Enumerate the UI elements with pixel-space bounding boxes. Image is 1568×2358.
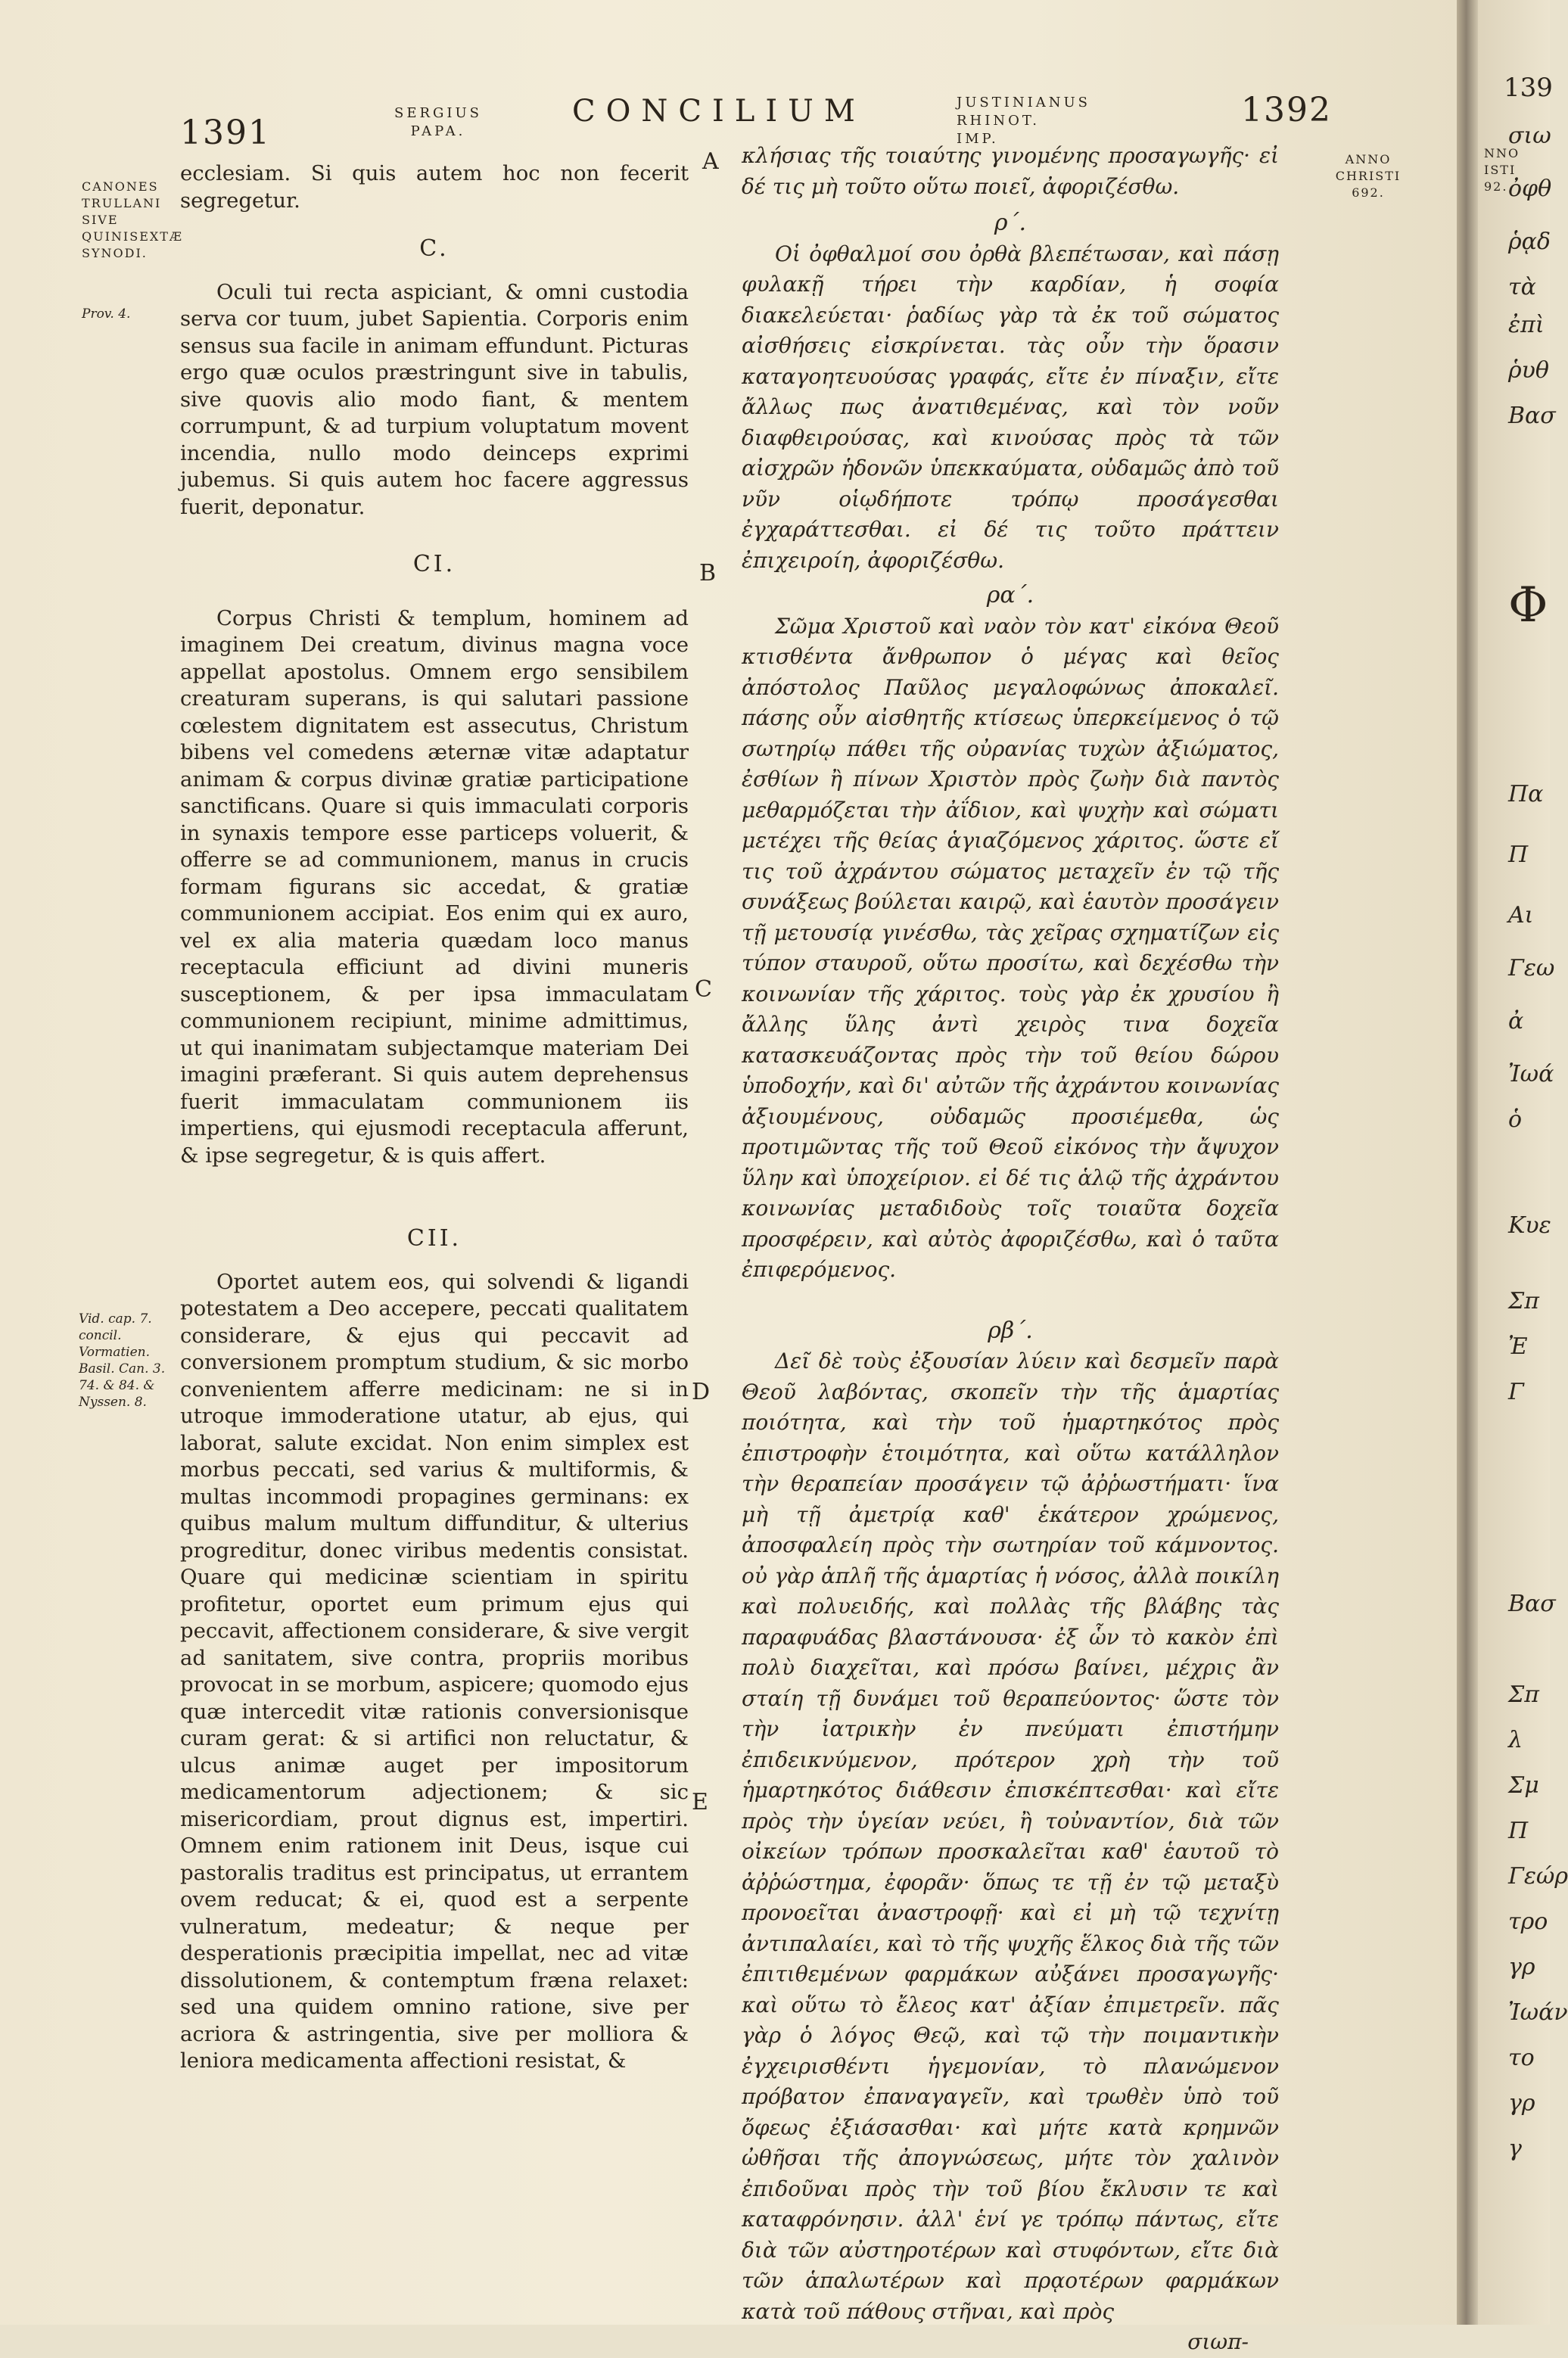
next-page-fragment: γ	[1508, 2136, 1522, 2162]
section-letter-b: B	[699, 560, 717, 586]
greek-canon-101: Σῶμα Χριστοῦ καὶ ναὸν τὸν κατ' εἰκόνα Θεοῦ κτισθέντα ἄνθρωπον ὁ μέγας καὶ θεῖος ἀπόστολος Παῦλος μεγαλοφώνως ἀποκαλεῖ. πάσης οὖν αἰσθητῆς κτίσεως ὑπερκείμενος ὁ τῷ σωτηρίῳ πάθει τῆς οὐρανίας τυχὼν ἀξιώματος, ἐσθίων ἢ πίνων Χριστὸν πρὸς ζωὴν διὰ παντὸς μεθαρμόζεται τὴν ἀΐδιον, καὶ ψυχὴν καὶ σώματι μετέχει τῆς θείας ἁγιαζόμενος χάριτος. ὥστε εἴ τις τοῦ ἀχράντου σώματος μεταχεῖν ἐν τῷ τῆς συνάξεως βούλεται καιρῷ, καὶ ἑαυτὸν προσάγειν τῇ μετουσίᾳ γινέσθω, τὰς χεῖρας σχηματίζων εἰς τύπον σταυροῦ, οὕτω προσίτω, καὶ δεχέσθω τὴν κοινωνίαν τῆς χάριτος. τοὺς γὰρ ἐκ χρυσίου ἢ ἄλλης ὕλης ἀντὶ χειρὸς τινα δοχεῖα κατασκευάζοντας πρὸς τὴν τοῦ θείου δώρου ὑποδοχήν, καὶ δι' αὐτῶν τῆς ἀχράντου κοινωνίας ἀξιουμένους, οὐδαμῶς προσιέμεθα, ὡς προτιμῶντας τῆς τοῦ Θεοῦ εἰκόνος τὴν ἄψυχον ὕλην καὶ ὑποχείριον. εἰ δέ τις ἁλῷ τῆς ἀχράντου κοινωνίας μεταδιδοὺς τοῖς τοιαῦτα δοχεῖα προσφέρειν, καὶ αὐτὸς ἀφοριζέσθω, καὶ ὁ ταῦτα ἐπιφερόμενος.	[742, 613, 1279, 1282]
margin-note-canones: CANONES TRULLANI SIVE QUINISEXTÆ SYNODI.	[82, 179, 183, 260]
greek-number-101: ρα΄.	[986, 582, 1034, 608]
next-page-fragment: ἀ	[1508, 1008, 1524, 1034]
next-page-fragment: Φ	[1508, 577, 1548, 633]
next-page-fragment: γρ	[1508, 1954, 1535, 1980]
left-page-number: 1391	[180, 114, 271, 152]
next-page-fragment: ὁ	[1508, 1106, 1523, 1133]
running-head-sergius: SERGIUS PAPA.	[394, 105, 482, 139]
next-page-fragment: σιω	[1508, 123, 1551, 149]
next-page-note: NNO ISTI 92.	[1484, 146, 1520, 194]
next-page-fragment: Ἰωάν	[1508, 1999, 1568, 2026]
greek-catchword: σιωπ-	[1187, 2329, 1249, 2354]
next-page-fragment: Βασ	[1508, 1591, 1556, 1617]
greek-column	[742, 141, 1279, 2358]
latin-heading-ci: CI.	[412, 551, 456, 577]
next-page-fragment: Ἰωά	[1508, 1061, 1554, 1087]
next-page-fragment: Γεώρ	[1508, 1863, 1568, 1890]
latin-canon-c: Oculi tui recta aspiciant, & omni custodia serva cor tuum, jubet Sapientia. Corporis enim sensus sua facile in animam effundunt. Picturas ergo quæ oculos præstringunt sive in tabulis, sive quovis alio modo fiant, & mentem corrumpunt, & ad turpium voluptatum movent incendia, nullo modo deinceps exprimi jubemus. Si quis autem hoc facere aggressus fuerit, deponatur.	[180, 279, 689, 519]
latin-column	[180, 160, 689, 2075]
latin-heading-cii: CII.	[406, 1225, 462, 1252]
running-title: CONCILIUM	[572, 94, 866, 129]
latin-heading-c: C.	[419, 235, 450, 262]
next-page-fragment: ῥᾳδ	[1508, 229, 1551, 255]
running-head-justinianus: JUSTINIANUS RHINOT. IMP.	[957, 95, 1090, 147]
greek-number-102: ρβ΄.	[988, 1317, 1033, 1344]
next-page-fragment: Βασ	[1508, 403, 1556, 429]
next-page-fragment: ὀφθ	[1508, 176, 1552, 202]
section-letter-d: D	[692, 1379, 711, 1405]
next-page-fragment: Π	[1508, 841, 1529, 868]
section-letter-e: E	[692, 1789, 708, 1815]
greek-canon-100: Οἱ ὀφθαλμοί σου ὀρθὰ βλεπέτωσαν, καὶ πάσῃ φυλακῇ τήρει τὴν καρδίαν, ἡ σοφία διακελεύεται· ῥαδίως γὰρ τὰ ἐκ τοῦ σώματος αἰσθήσεις εἰσκρίνεται. τὰς οὖν τὴν ὅρασιν καταγοητευούσας γραφάς, εἴτε ἐν πίναξιν, εἴτε ἄλλως πως ἀνατιθεμένας, καὶ τὸν νοῦν διαφθειρούσας, καὶ κινούσας πρὸς τὰ τῶν αἰσχρῶν ἡδονῶν ὑπεκκαύματα, οὐδαμῶς ἀπὸ τοῦ νῦν οἱῳδήποτε τρόπῳ προσάγεσθαι ἐγχαράττεσθαι. εἰ δέ τις τοῦτο πράττειν ἐπιχειροίη, ἀφοριζέσθω.	[742, 241, 1279, 573]
next-page-fragment: Π	[1508, 1818, 1529, 1844]
next-page-fragment: λ	[1508, 1727, 1523, 1753]
next-page-fragment: Κυε	[1508, 1212, 1551, 1239]
margin-note-vid: Vid. cap. 7. concil. Vormatien. Basil. Can. 3. 74. & 84. & Nyssen. 8.	[79, 1311, 166, 1410]
next-page-fragment: Γεω	[1508, 955, 1555, 981]
margin-note-anno: ANNO CHRISTI 692.	[1335, 152, 1402, 200]
next-page-fragment: ῥυθ	[1508, 357, 1549, 384]
next-page-fragment: Πα	[1508, 781, 1544, 807]
greek-intro: κλήσιας τῆς τοιαύτης γινομένης προσαγωγῆς· εἰ δέ τις μὴ τοῦτο οὕτω ποιεῖ, ἀφοριζέσθω.	[742, 143, 1279, 199]
next-page-number: 139	[1504, 73, 1553, 103]
next-page-fragment: Σμ	[1508, 1772, 1539, 1799]
greek-number-100: ρ΄.	[994, 210, 1027, 236]
section-letter-a: A	[702, 148, 719, 175]
next-page-fragment: το	[1508, 2045, 1535, 2071]
next-page-fragment: Σπ	[1508, 1288, 1539, 1314]
next-page-fragment: τὰ	[1508, 274, 1536, 300]
next-page-fragment: Ἐ	[1508, 1333, 1528, 1360]
latin-canon-ci: Corpus Christi & templum, hominem ad imaginem Dei creatum, divinus magna voce appellat apostolus. Omnem ergo sensibilem creaturam superans, is qui salutari passione cœlestem dignitatem est assecutus, Christum bibens vel comedens æternæ vitæ adaptatur animam & corpus divinæ gratiæ participatione sanctificans. Quare si quis immaculati corporis in synaxis tempore esse particeps voluerit, & offerre se ad communionem, manus in crucis formam figurans sic accedat, & gratiæ communionem accipiat. Eos enim qui ex auro, vel ex alia materia quædam loco manus receptacula efficiunt ad divini muneris susceptionem, & per ipsa immaculatam communionem recipiunt, minime admittimus, ut qui inanimatam subjectamque materiam Dei imagini præferant. Si quis autem deprehensus fuerit immaculatam communionem iis impertiens, qui ejusmodi receptacula afferunt, & ipse segregetur, & is quis affert.	[180, 605, 689, 1168]
latin-intro: ecclesiam. Si quis autem hoc non fecerit segregetur.	[180, 161, 689, 213]
next-page-fragment: Γ	[1508, 1379, 1524, 1405]
next-page-fragment: ἐπὶ	[1508, 312, 1545, 338]
next-page-edge	[1478, 0, 1568, 2325]
margin-note-prov: Prov. 4.	[82, 306, 131, 322]
binding-gutter	[1457, 0, 1478, 2325]
right-page-number: 1392	[1241, 91, 1332, 129]
greek-canon-102: Δεῖ δὲ τοὺς ἐξουσίαν λύειν καὶ δεσμεῖν παρὰ Θεοῦ λαβόντας, σκοπεῖν τὴν τῆς ἁμαρτίας ποιότητα, καὶ τὴν τοῦ ἡμαρτηκότος πρὸς ἐπιστροφὴν ἑτοιμότητα, καὶ οὕτω κατάλληλον τὴν θεραπείαν προσάγειν τῷ ἀῤῥωστήματι· ἵνα μὴ τῇ ἀμετρίᾳ καθ' ἑκάτερον χρώμενος, ἀποσφαλείη πρὸς τὴν σωτηρίαν τοῦ κάμνοντος. οὐ γὰρ ἁπλῆ τῆς ἁμαρτίας ἡ νόσος, ἀλλὰ ποικίλη καὶ πολυειδής, καὶ πολλὰς τῆς βλάβης τὰς παραφυάδας βλαστάνουσα· ἐξ ὧν τὸ κακὸν ἐπὶ πολὺ διαχεῖται, καὶ πρόσω βαίνει, μέχρις ἂν σταίη τῇ δυνάμει τοῦ θεραπεύοντος· ὥστε τὸν τὴν ἰατρικὴν ἐν πνεύματι ἐπιστήμην ἐπιδεικνύμενον, πρότερον χρὴ τὴν τοῦ ἡμαρτηκότος διάθεσιν ἐπισκέπτεσθαι· καὶ εἴτε πρὸς τὴν ὑγείαν νεύει, ἢ τοὐναντίον, διὰ τῶν οἰκείων τρόπων προσκαλεῖται καθ' ἑαυτοῦ τὸ ἀῤῥώστημα, ἐφορᾶν· ὅπως τε τῇ ἐν τῷ μεταξὺ προνοεῖται ἀναστροφῇ· καὶ εἰ μὴ τῷ τεχνίτῃ ἀντιπαλαίει, καὶ τὸ τῆς ψυχῆς ἕλκος διὰ τῆς τῶν ἐπιτιθεμένων φαρμάκων αὐξάνει προσαγωγῆς· καὶ οὕτω τὸ ἔλεος κατ' ἀξίαν ἐπιμετρεῖν. πᾶς γὰρ ὁ λόγος Θεῷ, καὶ τῷ τὴν ποιμαντικὴν ἐγχειρισθέντι ἡγεμονίαν, τὸ πλανώμενον πρόβατον ἐπαναγαγεῖν, καὶ τρωθὲν ὑπὸ τοῦ ὄφεως ἐξιάσασθαι· καὶ μήτε κατὰ κρημνῶν ὠθῆσαι τῆς ἀπογνώσεως, μήτε τὸν χαλινὸν ἐπιδοῦναι πρὸς τὴν τοῦ βίου ἔκλυσιν τε καὶ καταφρόνησιν. ἀλλ' ἑνί γε τρόπῳ πάντως, εἴτε διὰ τῶν αὐστηροτέρων καὶ στυφόντων, εἴτε διὰ τῶν ἁπαλωτέρων καὶ πρᾳοτέρων φαρμάκων κατὰ τοῦ πάθους στῆναι, καὶ πρὸς	[742, 1349, 1279, 2324]
latin-canon-cii: Oportet autem eos, qui solvendi & ligandi potestatem a Deo accepere, peccati qualitatem considerare, & ejus qui peccavit ad conversionem promptum studium, & sic morbo convenientem afferre medicinam: ne si in utroque immoderatione utatur, ab ejus, qui laborat, salute excidat. Non enim simplex est morbus peccati, sed varius & multiformis, & multas incommodi propagines germinans: ex quibus malum multum diffunditur, & ulterius progreditur, donec viribus medentis consistat. Quare qui medicinæ scientiam in spiritu profitetur, oportet eum primum ejus qui peccavit, affectionem considerare, & sive vergit ad sanitatem, sive contra, propriis moribus provocat in se morbum, aspicere; quomodo ejus quæ intercedit vitæ rationis conversionisque curam gerat: & si artifici non reluctatur, & ulcus animæ auget per impositorum medicamentorum adjectionem; & sic misericordiam, prout dignus est, impertiri. Omnem enim rationem init Deus, isque cui pastoralis traditus est principatus, ut errantem ovem reducat; & ei, quod est a serpente vulneratum, medeatur; & neque per desperationis præcipitia impellat, nec ad vitæ dissolutionem, & contemptum fræna relaxet: sed una quidem omnino ratione, sive per acriora & astringentia, sive per molliora & leniora medicamenta affectioni resistat, &	[180, 1269, 689, 2073]
next-page-fragment: Αι	[1508, 902, 1534, 929]
next-page-fragment: τρο	[1508, 1908, 1548, 1935]
section-letter-c: C	[695, 976, 712, 1003]
next-page-fragment: Σπ	[1508, 1681, 1539, 1708]
next-page-fragment: γρ	[1508, 2090, 1535, 2117]
